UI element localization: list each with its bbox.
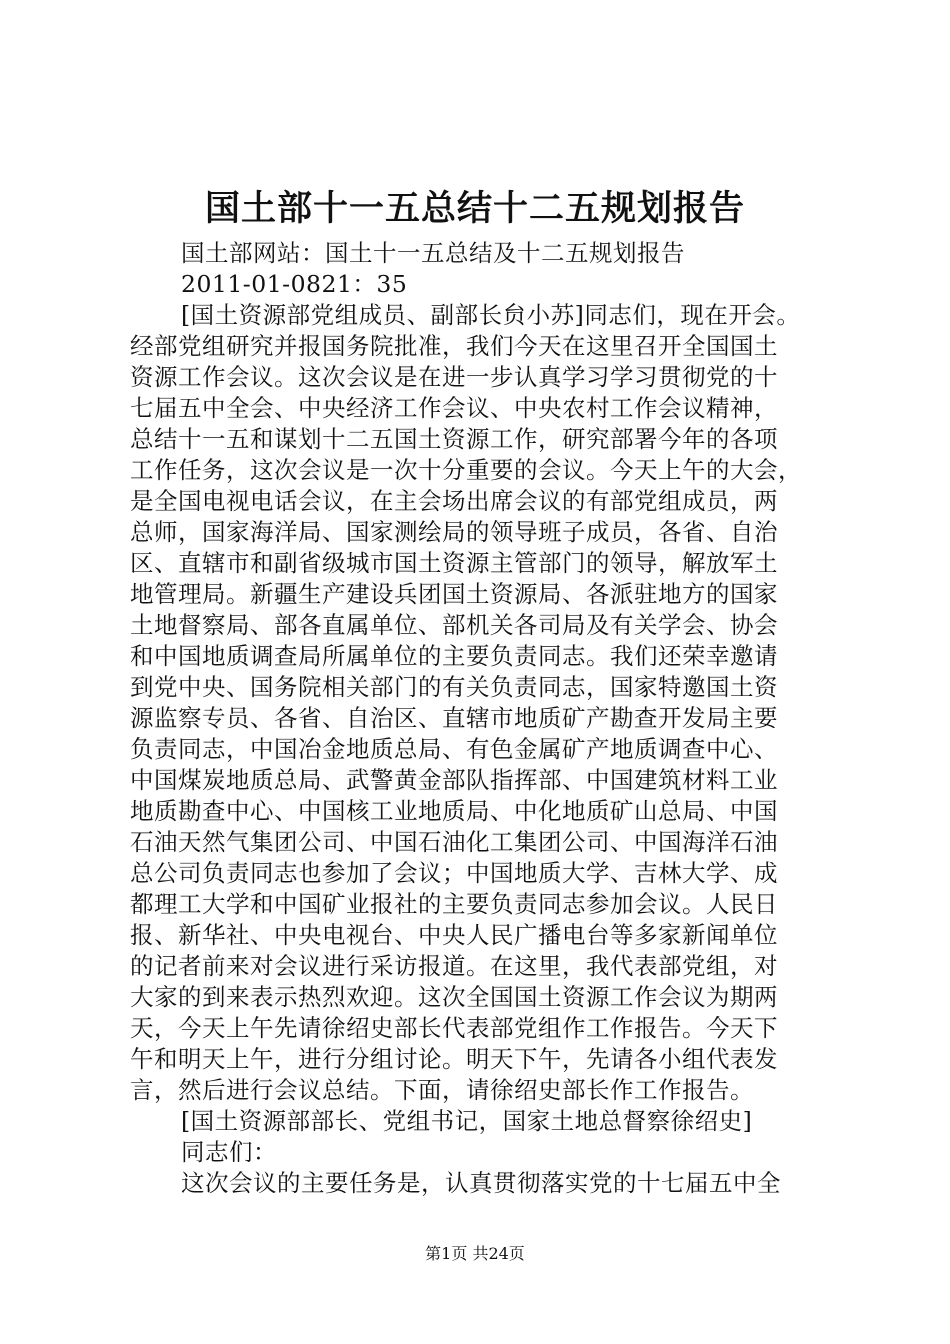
body-line: 资源工作会议。这次会议是在进一步认真学习学习贯彻党的十 <box>130 363 778 391</box>
body-line: 这次会议的主要任务是，认真贯彻落实党的十七届五中全 <box>181 1169 781 1197</box>
body-line: 地管理局。新疆生产建设兵团国土资源局、各派驻地方的国家 <box>130 580 778 608</box>
body-line: 石油天然气集团公司、中国石油化工集团公司、中国海洋石油 <box>130 828 778 856</box>
source-line: 国土部网站：国土十一五总结及十二五规划报告 <box>181 239 685 267</box>
body-line: 工作任务，这次会议是一次十分重要的会议。今天上午的大会， <box>130 456 802 484</box>
body-line: 都理工大学和中国矿业报社的主要负责同志参加会议。人民日 <box>130 890 778 918</box>
document-title: 国土部十一五总结十二五规划报告 <box>204 188 745 229</box>
body-line: 源监察专员、各省、自治区、直辖市地质矿产勘查开发局主要 <box>130 704 778 732</box>
body-line: 报、新华社、中央电视台、中央人民广播电台等多家新闻单位 <box>130 921 778 949</box>
body-line: 总师，国家海洋局、国家测绘局的领导班子成员，各省、自治 <box>130 518 778 546</box>
body-line: 午和明天上午，进行分组讨论。明天下午，先请各小组代表发 <box>130 1045 778 1073</box>
body-line: 总结十一五和谋划十二五国土资源工作，研究部署今年的各项 <box>130 425 778 453</box>
body-line: 中国煤炭地质总局、武警黄金部队指挥部、中国建筑材料工业 <box>130 766 778 794</box>
body-line: 到党中央、国务院相关部门的有关负责同志，国家特邀国土资 <box>130 673 778 701</box>
body-line: [国土资源部党组成员、副部长贠小苏]同志们，现在开会。 <box>181 301 801 329</box>
salutation-line: 同志们： <box>181 1138 277 1166</box>
body-line: 言，然后进行会议总结。下面，请徐绍史部长作工作报告。 <box>130 1076 754 1104</box>
body-line: 是全国电视电话会议，在主会场出席会议的有部党组成员，两 <box>130 487 778 515</box>
body-line: 土地督察局、部各直属单位、部机关各司局及有关学会、协会 <box>130 611 778 639</box>
body-line: 地质勘查中心、中国核工业地质局、中化地质矿山总局、中国 <box>130 797 778 825</box>
body-line: 负责同志，中国冶金地质总局、有色金属矿产地质调查中心、 <box>130 735 778 763</box>
body-line: 和中国地质调查局所属单位的主要负责同志。我们还荣幸邀请 <box>130 642 778 670</box>
body-line: 大家的到来表示热烈欢迎。这次全国国土资源工作会议为期两 <box>130 983 778 1011</box>
body-line: 七届五中全会、中央经济工作会议、中央农村工作会议精神， <box>130 394 778 422</box>
page-number: 第1页 共24页 <box>425 1244 525 1263</box>
speaker-line: [国土资源部部长、党组书记，国家土地总督察徐绍史] <box>181 1107 753 1135</box>
body-line: 天，今天上午先请徐绍史部长代表部党组作工作报告。今天下 <box>130 1014 778 1042</box>
date-line: 2011-01-0821：35 <box>181 270 408 298</box>
body-line: 区、直辖市和副省级城市国土资源主管部门的领导，解放军土 <box>130 549 778 577</box>
body-line: 经部党组研究并报国务院批准，我们今天在这里召开全国国土 <box>130 332 778 360</box>
body-line: 总公司负责同志也参加了会议；中国地质大学、吉林大学、成 <box>130 859 778 887</box>
body-line: 的记者前来对会议进行采访报道。在这里，我代表部党组，对 <box>130 952 778 980</box>
